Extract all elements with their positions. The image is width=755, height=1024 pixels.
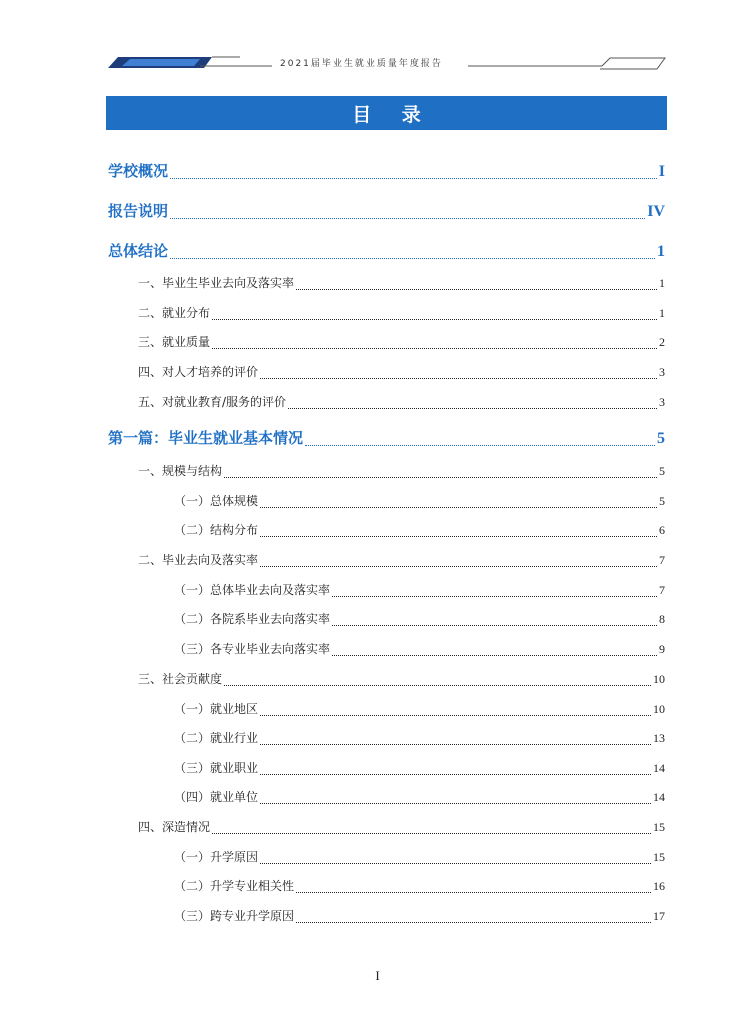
toc-entry-label: 二、毕业去向及落实率 — [138, 553, 259, 567]
toc-entry[interactable] — [174, 610, 665, 627]
toc-entry[interactable] — [174, 877, 665, 894]
toc-entry[interactable] — [174, 848, 665, 865]
toc-entry[interactable] — [138, 462, 665, 479]
toc-dot-leader — [332, 588, 657, 596]
toc-dot-leader — [224, 677, 651, 685]
toc-dot-leader — [212, 825, 651, 833]
toc-entry-page: 14 — [653, 790, 665, 804]
toc-entry-label: 一、规模与结构 — [138, 464, 223, 478]
toc-entry-label: （二）升学专业相关性 — [174, 879, 295, 893]
toc-dot-leader — [260, 707, 651, 715]
toc-dot-leader — [296, 914, 651, 922]
toc-entry-label: （三）各专业毕业去向落实率 — [174, 642, 331, 656]
toc-dot-leader — [212, 311, 657, 319]
toc-entry[interactable] — [174, 521, 665, 538]
toc-entry-label: （一）升学原因 — [174, 850, 259, 864]
toc-entry-label: 五、对就业教育/服务的评价 — [138, 395, 287, 409]
toc-dot-leader — [260, 370, 657, 378]
toc-entry-page: 15 — [653, 850, 665, 864]
toc-entry-page: 10 — [653, 702, 665, 716]
toc-entry-page: 14 — [653, 761, 665, 775]
toc-dot-leader — [170, 169, 657, 179]
toc-entry-page: 6 — [659, 523, 665, 537]
toc-entry-label: 第一篇：毕业生就业基本情况 — [108, 429, 304, 447]
toc-entry-label: （三）就业职业 — [174, 761, 259, 775]
toc-entry[interactable] — [138, 363, 665, 380]
toc-entry-page: 1 — [657, 243, 665, 260]
toc-entry-page: 3 — [659, 395, 665, 409]
page-number: I — [375, 968, 380, 983]
toc-entry-page: 2 — [659, 335, 665, 349]
toc-dot-leader — [260, 855, 651, 863]
toc-entry-page: 7 — [659, 583, 665, 597]
toc-dot-leader — [260, 528, 657, 536]
toc-entry-page: 5 — [659, 494, 665, 508]
toc-entry-page: 5 — [659, 464, 665, 478]
toc-entry[interactable] — [174, 700, 665, 717]
toc-entry[interactable] — [108, 240, 665, 261]
toc-entry-label: （二）各院系毕业去向落实率 — [174, 612, 331, 626]
toc-entry-label: 四、对人才培养的评价 — [138, 365, 259, 379]
toc-entry-page: 9 — [659, 642, 665, 656]
toc-dot-leader — [296, 281, 657, 289]
toc-dot-leader — [260, 795, 651, 803]
toc-entry[interactable] — [138, 670, 665, 687]
toc-dot-leader — [332, 647, 657, 655]
toc-dot-leader — [296, 884, 651, 892]
toc-entry[interactable] — [174, 492, 665, 509]
toc-entry-label: 三、社会贡献度 — [138, 672, 223, 686]
toc-entry[interactable] — [174, 759, 665, 776]
toc-entry[interactable] — [174, 640, 665, 657]
toc-entry-page: 17 — [653, 909, 665, 923]
toc-entry[interactable] — [108, 160, 665, 181]
toc-entry[interactable] — [138, 304, 665, 321]
toc-entry[interactable] — [108, 427, 665, 448]
toc-entry-label: 三、就业质量 — [138, 335, 211, 349]
toc-dot-leader — [170, 209, 645, 219]
toc-entry-page: 3 — [659, 365, 665, 379]
toc-dot-leader — [305, 436, 655, 446]
toc-dot-leader — [332, 617, 657, 625]
toc-entry-page: 5 — [657, 430, 665, 447]
toc-entry[interactable] — [174, 581, 665, 598]
toc-entry-page: I — [658, 163, 665, 180]
toc-dot-leader — [260, 558, 657, 566]
toc-entry-label: （一）总体毕业去向及落实率 — [174, 583, 331, 597]
toc-entry-label: 总体结论 — [108, 242, 169, 260]
toc-dot-leader — [260, 499, 657, 507]
toc-entry-label: （一）就业地区 — [174, 702, 259, 716]
toc-entry[interactable] — [174, 729, 665, 746]
toc-entry[interactable] — [138, 274, 665, 291]
toc-entry-label: （四）就业单位 — [174, 790, 259, 804]
toc-dot-leader — [260, 766, 651, 774]
toc-entry[interactable] — [108, 200, 665, 221]
toc-entry[interactable] — [138, 393, 665, 410]
toc-entry-label: （三）跨专业升学原因 — [174, 909, 295, 923]
toc-dot-leader — [288, 400, 657, 408]
toc-dot-leader — [212, 340, 657, 348]
toc-entry-page: 8 — [659, 612, 665, 626]
toc-entry-page: 7 — [659, 553, 665, 567]
toc-entry[interactable] — [174, 788, 665, 805]
toc-entry[interactable] — [138, 818, 665, 835]
toc-entry-label: 学校概况 — [108, 162, 169, 180]
toc-dot-leader — [260, 736, 651, 744]
toc-entry-label: （一）总体规模 — [174, 494, 259, 508]
toc-entry-page: 15 — [653, 820, 665, 834]
toc-entry-page: 1 — [659, 276, 665, 290]
toc-entry-label: （二）结构分布 — [174, 523, 259, 537]
toc-entry-page: 10 — [653, 672, 665, 686]
toc-entry-page: 1 — [659, 306, 665, 320]
toc-entry[interactable] — [174, 907, 665, 924]
report-header-title: 2021届毕业生就业质量年度报告 — [280, 59, 443, 69]
toc-entry-page: 13 — [653, 731, 665, 745]
toc-entry-label: 四、深造情况 — [138, 820, 211, 834]
toc-dot-leader — [170, 249, 655, 259]
toc-dot-leader — [224, 469, 657, 477]
toc-entry-label: 二、就业分布 — [138, 306, 211, 320]
toc-entry-label: （二）就业行业 — [174, 731, 259, 745]
toc-heading: 目 录 — [352, 103, 433, 126]
toc-entry-page: IV — [647, 203, 665, 220]
toc-entry[interactable] — [138, 333, 665, 350]
toc-entry-label: 报告说明 — [108, 202, 169, 220]
toc-entry[interactable] — [138, 551, 665, 568]
toc-entry-page: 16 — [653, 879, 665, 893]
toc-entry-label: 一、毕业生毕业去向及落实率 — [138, 276, 295, 290]
